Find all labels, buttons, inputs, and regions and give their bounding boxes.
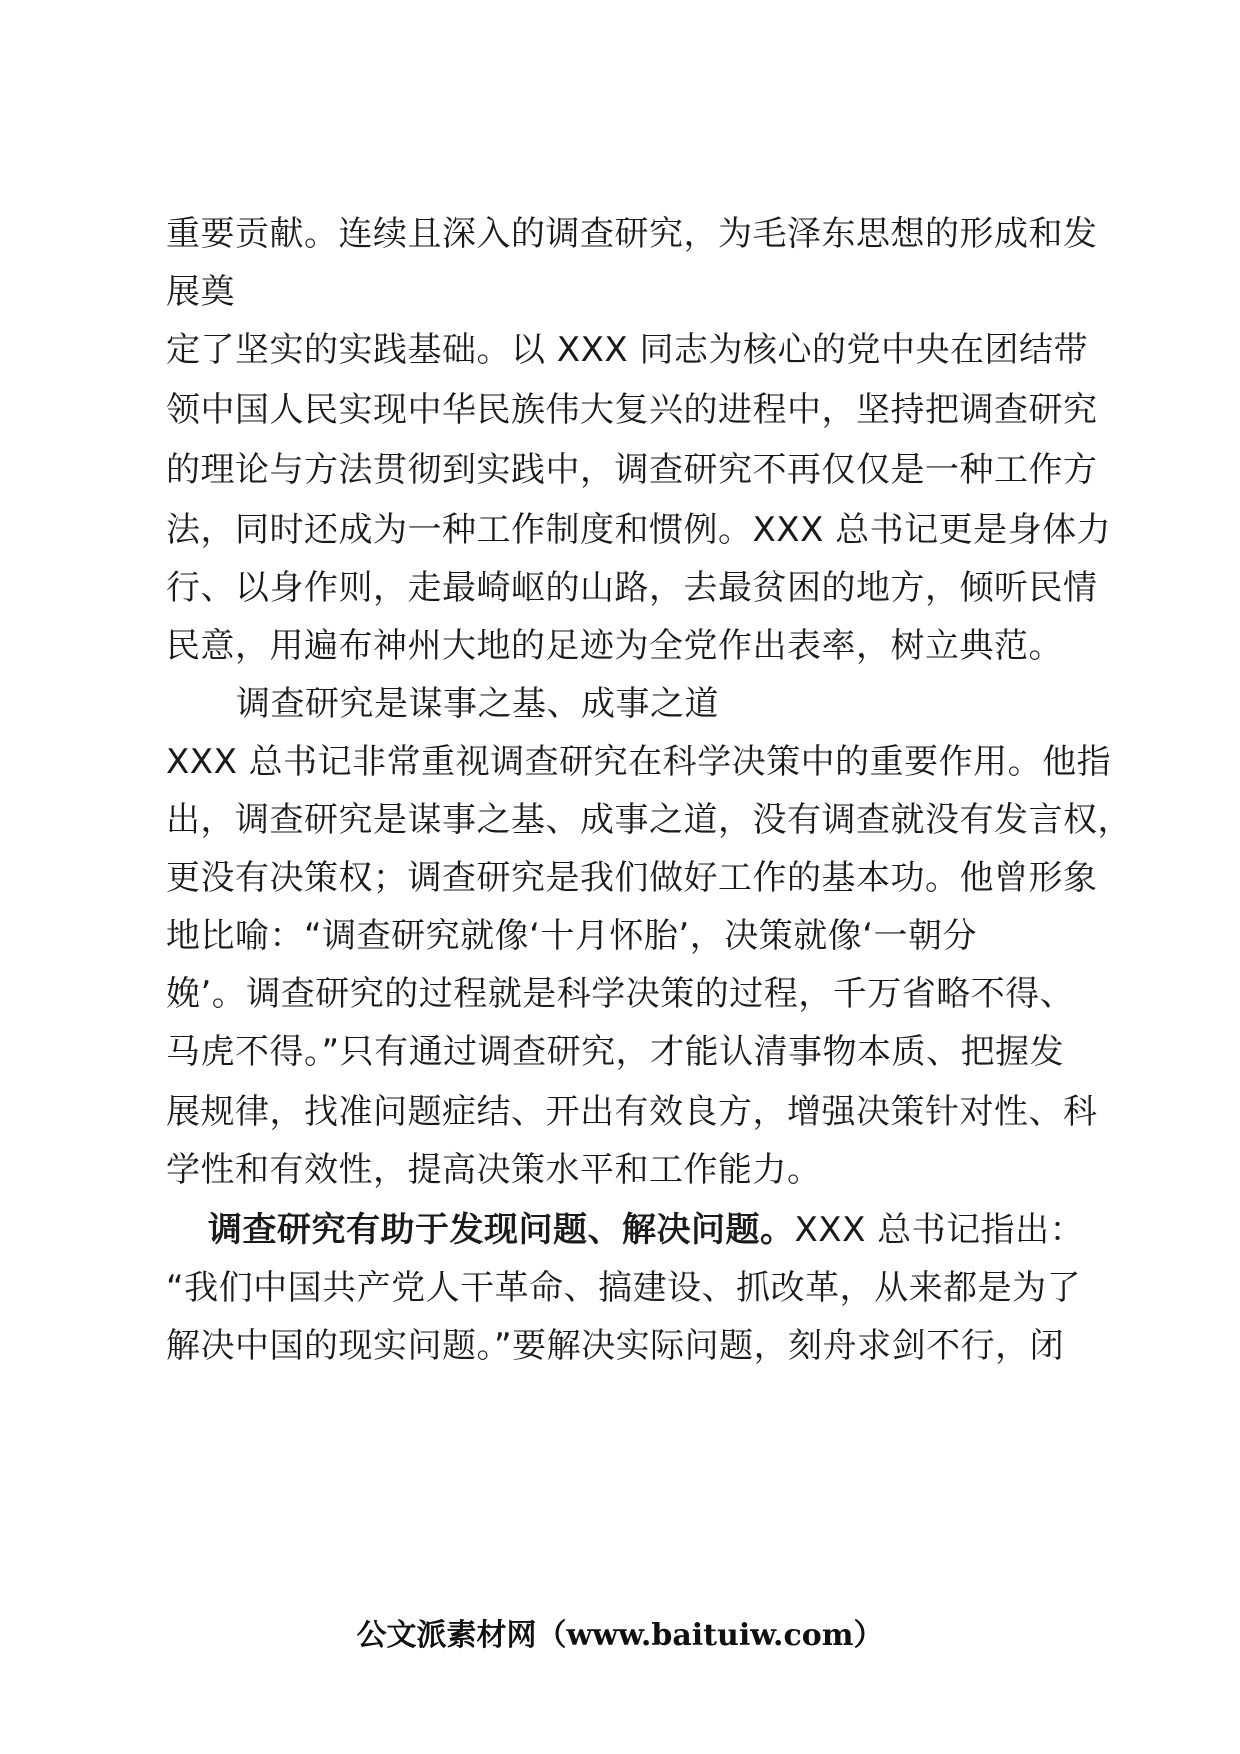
text-line: XXX 总书记非常重视调查研究在科学决策中的重要作用。他指 <box>166 742 1112 782</box>
text-line: 展奠 <box>166 272 235 312</box>
text-line: 法，同时还成为一种工作制度和惯例。XXX 总书记更是身体力 <box>166 510 1112 550</box>
text-line: 重要贡献。连续且深入的调查研究，为毛泽东思想的形成和发 <box>166 214 1098 254</box>
text-line: 出，调查研究是谋事之基、成事之道，没有调查就没有发言权， <box>166 800 1132 840</box>
text-line: 民意，用遍布神州大地的足迹为全党作出表率，树立典范。 <box>166 626 1063 666</box>
text-line: 解决中国的现实问题。”要解决实际问题，刻舟求剑不行，闭 <box>166 1326 1065 1366</box>
text-line: 更没有决策权；调查研究是我们做好工作的基本功。他曾形象 <box>166 858 1098 898</box>
paragraph-start <box>208 1210 1084 1250</box>
text-line: 马虎不得。”只有通过调查研究，才能认清事物本质、把握发 <box>166 1032 1065 1072</box>
text-line: 的理论与方法贯彻到实践中，调查研究不再仅仅是一种工作方 <box>166 450 1098 490</box>
text-run: XXX 总书记指出： <box>794 1210 1085 1250</box>
bold-heading: 调查研究有助于发现问题、解决问题。 <box>208 1210 795 1250</box>
page-footer: 公文派素材网（www.baituiw.com） <box>356 1618 884 1653</box>
section-heading: 调查研究是谋事之基、成事之道 <box>236 684 719 724</box>
text-line: 行、以身作则，走最崎岖的山路，去最贫困的地方，倾听民情 <box>166 568 1098 608</box>
text-line: 定了坚实的实践基础。以 XXX 同志为核心的党中央在团结带 <box>166 330 1088 370</box>
text-line: 地比喻：“调查研究就像‘十月怀胎’，决策就像‘一朝分 <box>166 916 978 956</box>
text-line: 领中国人民实现中华民族伟大复兴的进程中，坚持把调查研究 <box>166 390 1098 430</box>
text-line: 学性和有效性，提高决策水平和工作能力。 <box>166 1150 822 1190</box>
text-line: 娩’。调查研究的过程就是科学决策的过程，千万省略不得、 <box>166 974 1075 1014</box>
text-line: 展规律，找准问题症结、开出有效良方，增强决策针对性、科 <box>166 1092 1098 1132</box>
text-line: “我们中国共产党人干革命、搞建设、抓改革，从来都是为了 <box>166 1268 1082 1308</box>
